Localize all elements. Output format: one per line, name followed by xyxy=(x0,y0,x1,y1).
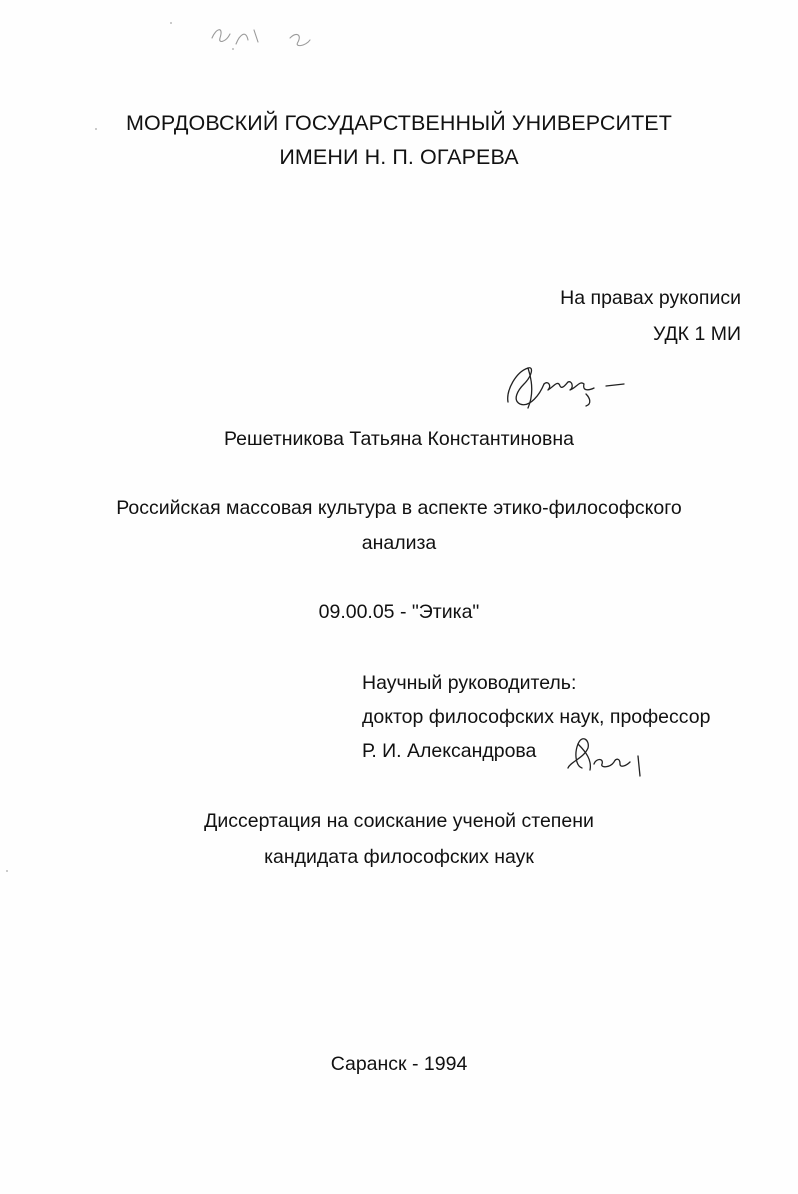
supervisor-signature xyxy=(560,722,660,782)
pencil-scribble-mark xyxy=(150,8,350,58)
university-name: МОРДОВСКИЙ ГОСУДАРСТВЕННЫЙ УНИВЕРСИТЕТ xyxy=(126,111,672,135)
udk-code: УДК 1 МИ xyxy=(652,323,741,345)
supervisor-label: Научный руководитель: xyxy=(362,672,577,694)
dissertation-title: Российская массовая культура в аспекте этико-философского xyxy=(116,497,682,519)
degree-sought: кандидата философских наук xyxy=(264,846,534,868)
supervisor-degree: доктор философских наук, профессор xyxy=(362,706,711,728)
supervisor-name: Р. И. Александрова xyxy=(362,740,537,762)
place-and-year: Саранск - 1994 xyxy=(330,1053,468,1075)
author-name: Решетникова Татьяна Константиновна xyxy=(223,428,575,450)
manuscript-rights: На правах рукописи xyxy=(560,287,741,309)
university-name-subtitle: ИМЕНИ Н. П. ОГАРЕВА xyxy=(279,145,519,169)
dissertation-title-continued: анализа xyxy=(361,532,437,554)
author-signature xyxy=(498,350,638,420)
specialty-code: 09.00.05 - "Этика" xyxy=(318,601,480,623)
dissertation-type: Диссертация на соискание ученой степени xyxy=(204,810,594,832)
